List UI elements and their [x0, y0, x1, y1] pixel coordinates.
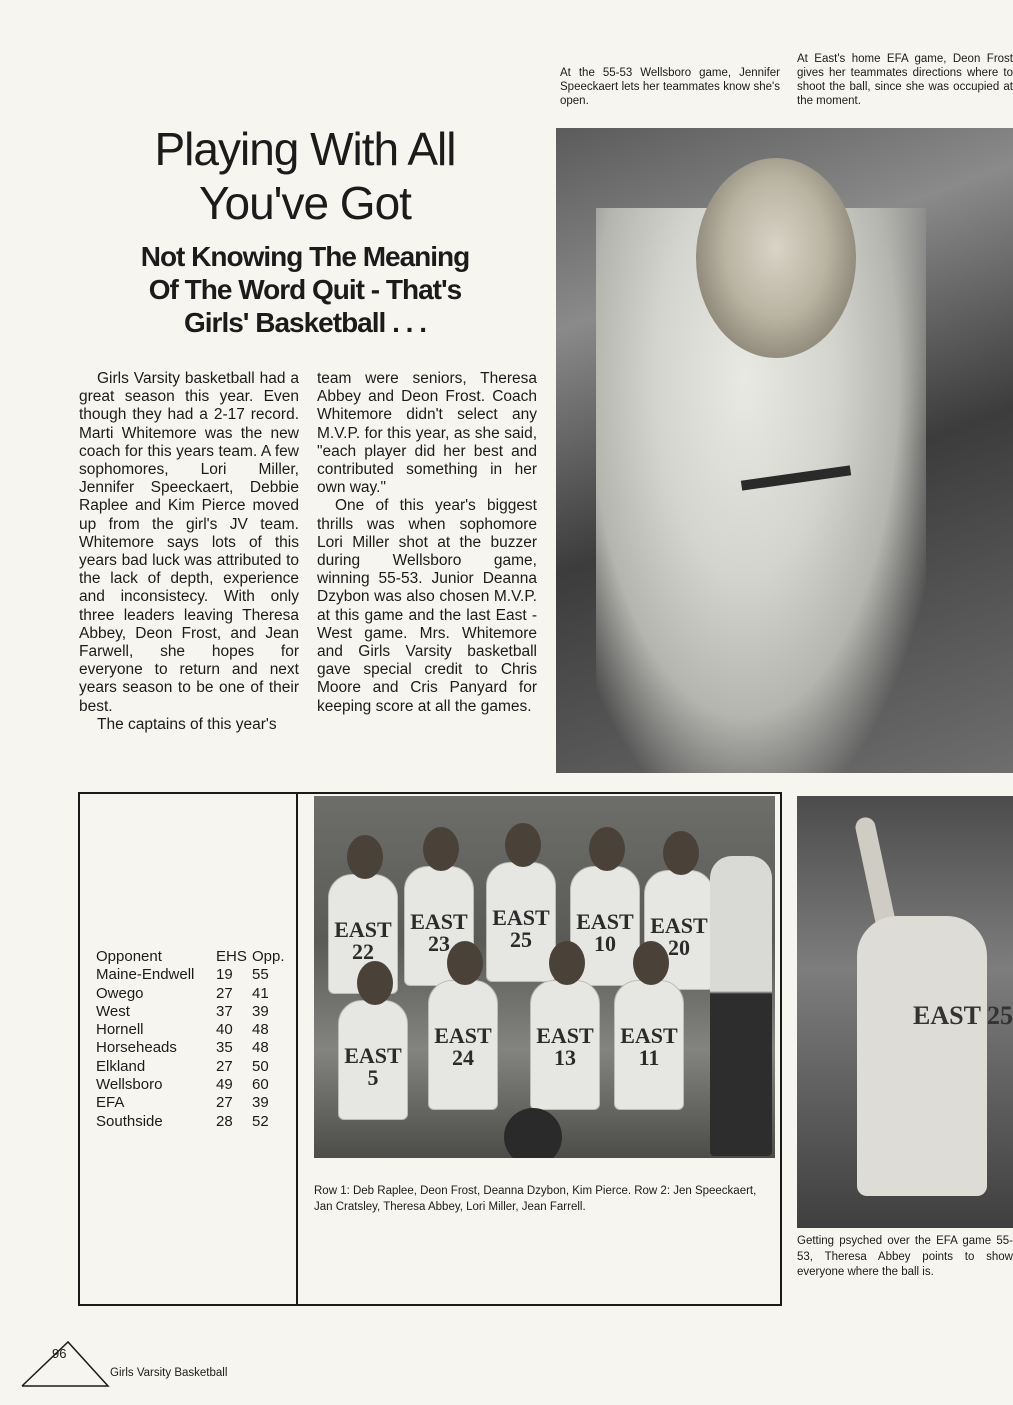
scores-header-row: [96, 948, 286, 966]
scores-row: [96, 1021, 286, 1039]
jersey-number: EAST 20: [650, 913, 708, 960]
score-opponent: Owego: [96, 984, 144, 1002]
photo-caption-wellsboro: At the 55-53 Wellsboro game, Jennifer Speeckaert lets her teammates know she's open.: [560, 67, 780, 107]
score-opponent: Elkland: [96, 1057, 146, 1075]
score-opp: 41: [252, 984, 269, 1002]
player-jersey: [428, 980, 498, 1110]
header-ehs: EHS: [216, 948, 247, 965]
player-head: [357, 961, 393, 1005]
scores-row: [96, 985, 286, 1003]
page-title: [95, 122, 515, 230]
scores-table: [96, 948, 286, 1131]
photo-caption-efa: At East's home EFA game, Deon Frost gives her teammates directions where to shoot the ball, since she was occupied at the moment.: [797, 53, 1013, 107]
coach-figure: [710, 856, 772, 1156]
score-ehs: 19: [216, 966, 233, 984]
photo-player-portrait: [556, 128, 1013, 773]
photo-theresa-abbey: [797, 796, 1013, 1228]
article-paragraph: One of this year's biggest thrills was when sophomore Lori Miller shot at the buzzer during Wellsboro game, winning 55-53. Junior Deanna Dzybon was also chosen M.V.P. at this game and the last East - West game. Mrs. Whitemore and Girls Varsity basketball gave special credit to Chris Moore and Cris Panyard for keeping score at all the games.: [317, 497, 537, 715]
subtitle-line-2: Of The Word Quit - That's: [148, 274, 462, 305]
score-ehs: 27: [216, 1094, 233, 1112]
photo-player-head: [696, 158, 856, 358]
player-jersey: [614, 980, 684, 1110]
score-ehs: 37: [216, 1002, 233, 1020]
player-jersey: [530, 980, 600, 1110]
score-opp: 48: [252, 1021, 269, 1039]
jersey-number: EAST 13: [536, 1023, 594, 1070]
score-opponent: Hornell: [96, 1021, 144, 1039]
scores-row: [96, 1003, 286, 1021]
photo-player-body: [857, 916, 987, 1196]
article-column-2: [317, 370, 537, 716]
page-number: 96: [52, 1346, 67, 1361]
score-ehs: 40: [216, 1021, 233, 1039]
score-opp: 39: [252, 1002, 269, 1020]
page-subtitle: [110, 240, 500, 339]
article-paragraph: team were seniors, Theresa Abbey and Deon Frost. Coach Whitemore didn't select any M.V.P. for this year, as she said, "each player did her best and contributed something in her own way.": [317, 370, 537, 497]
score-opp: 48: [252, 1039, 269, 1057]
player-head: [663, 831, 699, 875]
title-line-2: You've Got: [199, 177, 411, 229]
photo-team: [314, 796, 775, 1158]
jersey-number: EAST 24: [434, 1023, 492, 1070]
scores-row: [96, 1076, 286, 1094]
score-ehs: 35: [216, 1039, 233, 1057]
title-line-1: Playing With All: [154, 123, 456, 175]
player-head: [589, 827, 625, 871]
jersey-number: EAST 5: [344, 1043, 402, 1090]
jersey-number: EAST 25: [913, 1001, 1013, 1030]
jersey-number: EAST 23: [410, 909, 468, 956]
section-label: Girls Varsity Basketball: [110, 1367, 228, 1379]
player-head: [633, 941, 669, 985]
score-ehs: 49: [216, 1076, 233, 1094]
score-opponent: Wellsboro: [96, 1076, 163, 1094]
scores-row: [96, 1094, 286, 1112]
header-opp: Opp.: [252, 948, 285, 965]
score-opponent: Maine-Endwell: [96, 966, 195, 984]
score-opponent: Horseheads: [96, 1039, 177, 1057]
player-head: [549, 941, 585, 985]
scores-row: [96, 966, 286, 984]
player-jersey: [486, 862, 556, 982]
score-opp: 52: [252, 1112, 269, 1130]
subtitle-line-3: Girls' Basketball . . .: [184, 307, 426, 338]
article-column-1: [79, 370, 299, 734]
jersey-number: EAST 11: [620, 1023, 678, 1070]
score-ehs: 27: [216, 984, 233, 1002]
score-ehs: 28: [216, 1112, 233, 1130]
score-opp: 39: [252, 1094, 269, 1112]
player-jersey: [338, 1000, 408, 1120]
score-opponent: West: [96, 1002, 130, 1020]
jersey-number: EAST 10: [576, 909, 634, 956]
article-paragraph: The captains of this year's: [97, 715, 277, 733]
scores-row: [96, 1058, 286, 1076]
scores-row: [96, 1113, 286, 1131]
score-opponent: EFA: [96, 1094, 125, 1112]
basketball: [504, 1108, 562, 1158]
article-paragraph: Girls Varsity basketball had a great season this year. Even though they had a 2-17 record. Marti Whitemore was the new coach for this years team. A few sophomores, Lori Miller, Jennifer Speeckaert, Debbie Raplee and Kim Pierce moved up from the girl's JV team. Whitemore says lots of this years bad luck was attributed to the lack of depth, experience and inconsistecy. With only three leaders leaving Theresa Abbey, Deon Frost, and Jean Farwell, she hopes for everyone to return and next years season to be one of their best.: [79, 370, 299, 715]
score-opp: 55: [252, 966, 269, 984]
score-opp: 50: [252, 1057, 269, 1075]
photo-caption-psyched: Getting psyched over the EFA game 55-53, Theresa Abbey points to show everyone where the ball is.: [797, 1235, 1013, 1278]
score-opp: 60: [252, 1076, 269, 1094]
scores-row: [96, 1039, 286, 1057]
player-head: [505, 823, 541, 867]
jersey-number: EAST 25: [492, 905, 550, 952]
player-head: [447, 941, 483, 985]
score-ehs: 27: [216, 1057, 233, 1075]
player-head: [423, 827, 459, 871]
subtitle-line-1: Not Knowing The Meaning: [140, 241, 470, 272]
player-head: [347, 835, 383, 879]
header-opponent: Opponent: [96, 948, 162, 965]
team-photo-caption: Row 1: Deb Raplee, Deon Frost, Deanna Dzybon, Kim Pierce. Row 2: Jen Speeckaert, Jan Cratsley, Theresa Abbey, Lori Miller, Jean Farrell.: [314, 1185, 757, 1213]
jersey-number: EAST 22: [334, 917, 392, 964]
score-opponent: Southside: [96, 1112, 163, 1130]
